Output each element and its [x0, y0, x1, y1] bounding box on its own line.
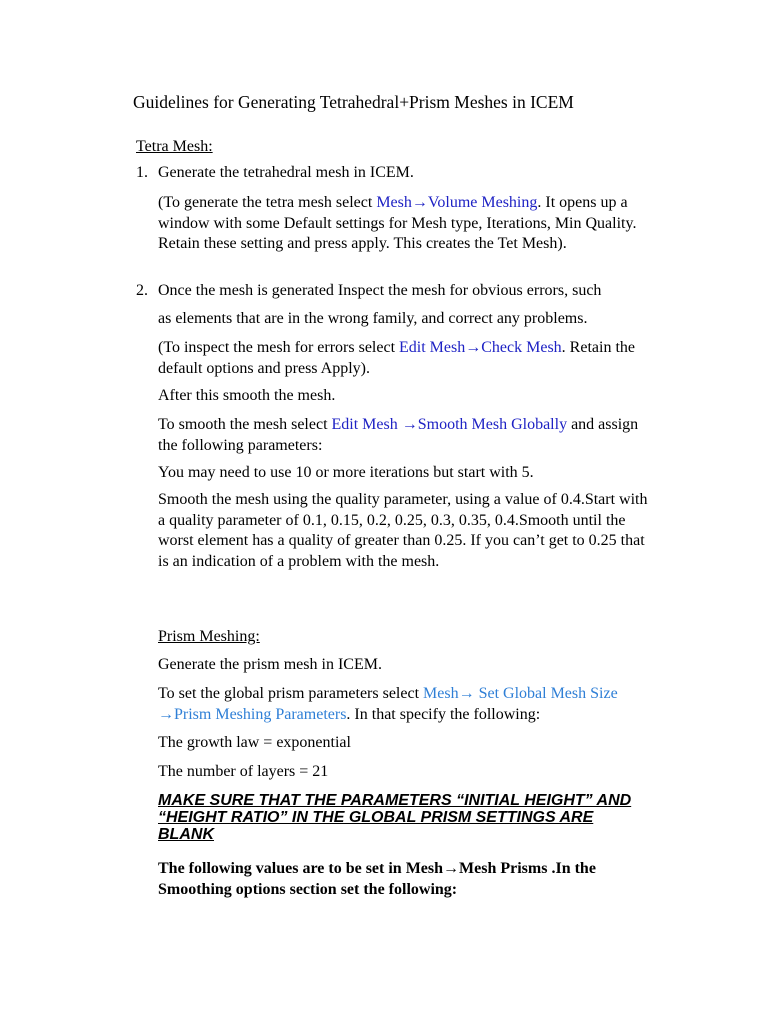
smooth-instruction [158, 415, 658, 456]
smooth-mesh-globally-link[interactable]: Edit Mesh →Smooth Mesh Globally [331, 416, 568, 433]
step-1-text: Generate the tetrahedral mesh in ICEM. [158, 164, 414, 181]
step-1-note-pre: (To generate the tetra mesh select [158, 194, 377, 211]
global-prism-instruction [158, 684, 638, 725]
document-title: Guidelines for Generating Tetrahedral+Prism Meshes in ICEM [133, 92, 574, 112]
smooth-instruction-post: and assign the following parameters: [158, 416, 639, 454]
smooth-instruction-pre: To smooth the mesh select [158, 416, 332, 433]
step-2-text-line2: as elements that are in the wrong family, and correct any problems. [158, 310, 588, 327]
generate-prism-text: Generate the prism mesh in ICEM. [158, 656, 382, 673]
tetra-mesh-heading: Tetra Mesh: [136, 138, 213, 155]
step-1-number: 1. [136, 164, 148, 181]
step-2-number: 2. [136, 282, 148, 299]
growth-law-text: The growth law = exponential [158, 734, 351, 751]
volume-meshing-link[interactable]: Mesh→Volume Meshing [376, 194, 538, 211]
prism-meshing-heading: Prism Meshing: [158, 628, 260, 645]
global-prism-pre: To set the global prism parameters select [158, 685, 424, 702]
blank-parameters-warning: MAKE SURE THAT THE PARAMETERS “INITIAL HEIGHT” AND “HEIGHT RATIO” IN THE GLOBAL PRISM SETTINGS ARE BLANK [158, 792, 632, 843]
step-2-text-line1: Once the mesh is generated Inspect the mesh for obvious errors, such [158, 282, 602, 299]
inspect-note-pre: (To inspect the mesh for errors select [158, 339, 400, 356]
inspect-note [158, 338, 658, 379]
inspect-note-post: . Retain the default options and press Apply). [158, 339, 635, 377]
prism-meshing-parameters-link[interactable]: Mesh→ Set Global Mesh Size →Prism Meshing Parameters [158, 685, 618, 723]
mesh-prisms-values-text: The following values are to be set in Mesh→Mesh Prisms .In the Smoothing options section set the following: [158, 860, 596, 898]
layers-text: The number of layers = 21 [158, 763, 329, 780]
after-smooth-text: After this smooth the mesh. [158, 387, 336, 404]
step-1-note [158, 193, 658, 255]
iterations-text: You may need to use 10 or more iterations but start with 5. [158, 464, 534, 481]
check-mesh-link[interactable]: Edit Mesh→Check Mesh [399, 339, 562, 356]
global-prism-post: . In that specify the following: [346, 705, 541, 723]
quality-paragraph: Smooth the mesh using the quality parameter, using a value of 0.4.Start with a quality parameter of 0.1, 0.15, 0.2, 0.25, 0.3, 0.35, 0.4.Smooth until the worst element has a quality of greater than 0.25. If you can’t get to 0.25 that is an indication of a problem with the mesh. [158, 491, 648, 570]
step-1-note-post: . It opens up a window with some Default settings for Mesh type, Iterations, Min Quality. Retain these setting and press apply. This creates the Tet Mesh). [158, 194, 637, 252]
